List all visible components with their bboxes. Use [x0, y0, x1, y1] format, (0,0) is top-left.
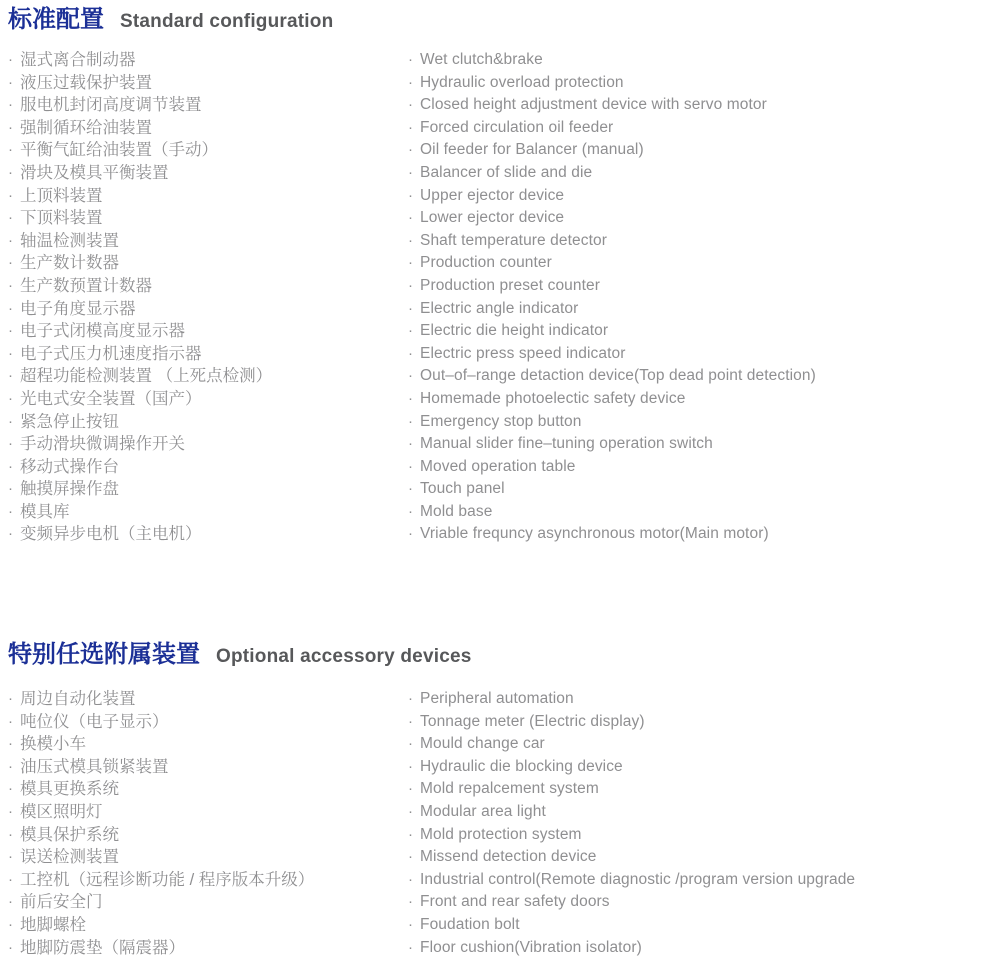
list-item-label: Foudation bolt: [420, 916, 520, 933]
list-item-label: Electric angle indicator: [420, 299, 579, 317]
bullet-icon: ·: [8, 916, 13, 933]
bullet-icon: ·: [8, 322, 13, 340]
list-item-label: 周边自动化装置: [20, 690, 136, 709]
list-item: [408, 711, 1000, 734]
list-item-label: Electric press speed indicator: [420, 344, 626, 362]
chinese-items-column: [8, 49, 408, 546]
list-item: [408, 343, 1000, 366]
list-item-label: 工控机（远程诊断功能 / 程序版本升级）: [20, 870, 315, 889]
bullet-icon: ·: [8, 186, 13, 204]
list-item: [8, 388, 408, 411]
list-item-label: 触摸屏操作盘: [20, 480, 119, 499]
list-item-label: 湿式离合制动器: [20, 51, 136, 69]
bullet-icon: ·: [8, 389, 13, 407]
list-item-label: 模具库: [20, 502, 70, 521]
list-item: [8, 478, 408, 501]
section-optional-accessory-devices: [8, 640, 1000, 959]
list-item-label: 上顶料装置: [20, 186, 103, 205]
list-item-label: Manual slider fine–tuning operation switch: [420, 435, 713, 453]
list-item: [8, 937, 408, 960]
bullet-icon: ·: [408, 186, 413, 204]
list-item: [8, 733, 408, 756]
list-item: [408, 891, 1000, 914]
bullet-icon: ·: [408, 502, 413, 520]
list-item: [408, 801, 1000, 824]
list-item-label: Hydraulic overload protection: [420, 73, 624, 91]
bullet-icon: ·: [408, 893, 413, 911]
list-item: [8, 275, 408, 298]
list-item: [408, 478, 1000, 501]
list-item-label: Touch panel: [420, 480, 505, 498]
bullet-icon: ·: [408, 938, 413, 956]
list-item-label: 换模小车: [20, 735, 86, 754]
list-item-label: Out–of–range detaction device(Top dead point detection): [420, 367, 816, 385]
bullet-icon: ·: [8, 825, 13, 843]
bullet-icon: ·: [408, 299, 413, 317]
list-item-label: Mold repalcement system: [420, 780, 599, 798]
list-item-label: Homemade photoelectic safety device: [420, 389, 686, 407]
list-item: [8, 162, 408, 185]
bullet-icon: ·: [408, 435, 413, 453]
bullet-icon: ·: [8, 163, 13, 181]
list-item-label: Vriable frequncy asynchronous motor(Main motor): [420, 525, 769, 543]
bullet-icon: ·: [408, 141, 413, 159]
list-item: [408, 365, 1000, 388]
list-item: [408, 207, 1000, 230]
list-item-label: 平衡气缸给油装置（手动）: [20, 141, 218, 160]
list-item-label: 变频异步电机（主电机）: [20, 525, 202, 544]
bullet-icon: ·: [8, 848, 13, 866]
bullet-icon: ·: [8, 51, 13, 68]
bullet-icon: ·: [8, 118, 13, 136]
list-item: [8, 320, 408, 343]
list-item: [408, 688, 1000, 711]
list-item: [8, 185, 408, 208]
bullet-icon: ·: [8, 480, 13, 498]
list-item-label: Modular area light: [420, 803, 546, 821]
chinese-items-column: [8, 688, 408, 959]
list-item-label: 模具更换系统: [20, 780, 119, 799]
bullet-icon: ·: [408, 457, 413, 475]
list-item: [8, 252, 408, 275]
list-item: [408, 252, 1000, 275]
bullet-icon: ·: [8, 435, 13, 453]
bullet-icon: ·: [8, 735, 13, 753]
list-item-label: Floor cushion(Vibration isolator): [420, 938, 642, 956]
list-item-label: 服电机封闭高度调节装置: [20, 96, 202, 115]
list-item: [8, 756, 408, 779]
list-item: [408, 733, 1000, 756]
list-item: [408, 523, 1000, 546]
list-item-label: Front and rear safety doors: [420, 893, 610, 911]
list-item-label: Moved operation table: [420, 457, 576, 475]
list-item-label: Mould change car: [420, 735, 545, 753]
bullet-icon: ·: [408, 209, 413, 227]
list-item: [8, 230, 408, 253]
bullet-icon: ·: [8, 712, 13, 730]
list-item: [408, 275, 1000, 298]
list-item-label: 油压式模具锁紧装置: [20, 757, 169, 776]
list-item: [408, 869, 1000, 892]
list-item-label: 前后安全门: [20, 893, 103, 912]
list-item-label: 光电式安全装置（国产）: [20, 389, 202, 408]
list-item: [8, 914, 408, 937]
list-item: [8, 433, 408, 456]
section-title-chinese: 特别任选附属装置: [8, 641, 200, 669]
list-item-label: Lower ejector device: [420, 209, 565, 227]
bullet-icon: ·: [408, 480, 413, 498]
list-item-label: 移动式操作台: [20, 457, 119, 476]
bullet-icon: ·: [8, 525, 13, 543]
bullet-icon: ·: [408, 412, 413, 430]
list-item-label: 电子式闭模高度显示器: [20, 322, 185, 341]
list-item: [408, 937, 1000, 960]
list-item: [408, 49, 1000, 72]
bullet-icon: ·: [8, 299, 13, 317]
list-item-label: 电子角度显示器: [20, 299, 136, 318]
bullet-icon: ·: [8, 938, 13, 956]
bullet-icon: ·: [8, 367, 13, 385]
list-item: [408, 756, 1000, 779]
list-item-label: 电子式压力机速度指示器: [20, 344, 202, 363]
bullet-icon: ·: [408, 690, 413, 708]
list-item-label: Balancer of slide and die: [420, 163, 593, 181]
bullet-icon: ·: [408, 735, 413, 753]
list-item: [408, 388, 1000, 411]
bullet-icon: ·: [8, 141, 13, 159]
list-item-label: 强制循环给油装置: [20, 118, 152, 137]
bullet-icon: ·: [8, 209, 13, 227]
list-item: [408, 846, 1000, 869]
list-item-label: Mold base: [420, 502, 493, 520]
bullet-icon: ·: [8, 893, 13, 911]
list-item: [8, 688, 408, 711]
list-item-label: Emergency stop button: [420, 412, 582, 430]
bullet-icon: ·: [8, 502, 13, 520]
list-item: [8, 72, 408, 95]
list-item-label: Hydraulic die blocking device: [420, 757, 623, 775]
list-item-label: Industrial control(Remote diagnostic /program version upgrade: [420, 870, 856, 888]
list-item: [408, 162, 1000, 185]
section-title-chinese: 标准配置: [8, 6, 104, 33]
list-item-label: 紧急停止按钮: [20, 412, 119, 431]
bullet-icon: ·: [408, 231, 413, 249]
list-item-label: 模区照明灯: [20, 803, 103, 822]
list-item: [8, 846, 408, 869]
list-item-label: 下顶料装置: [20, 209, 103, 228]
list-item: [408, 778, 1000, 801]
list-item: [408, 94, 1000, 117]
list-item: [8, 891, 408, 914]
bullet-icon: ·: [408, 73, 413, 91]
list-item: [8, 365, 408, 388]
list-item-label: Missend detection device: [420, 848, 597, 866]
list-item-label: Electric die height indicator: [420, 322, 609, 340]
list-item-label: 模具保护系统: [20, 825, 119, 844]
list-item: [8, 456, 408, 479]
list-item: [8, 411, 408, 434]
bullet-icon: ·: [408, 848, 413, 866]
list-item: [8, 207, 408, 230]
list-item: [8, 139, 408, 162]
list-item: [8, 711, 408, 734]
bullet-icon: ·: [408, 51, 413, 68]
list-item: [408, 824, 1000, 847]
list-item: [8, 94, 408, 117]
bullet-icon: ·: [8, 457, 13, 475]
list-item: [408, 411, 1000, 434]
bullet-icon: ·: [408, 803, 413, 821]
list-item-label: Production counter: [420, 254, 552, 272]
bullet-icon: ·: [408, 825, 413, 843]
bullet-icon: ·: [408, 276, 413, 294]
list-item: [408, 139, 1000, 162]
list-item-label: 生产数预置计数器: [20, 276, 152, 295]
bullet-icon: ·: [8, 254, 13, 272]
section-standard-configuration: [8, 5, 1000, 546]
bullet-icon: ·: [408, 367, 413, 385]
bullet-icon: ·: [408, 163, 413, 181]
list-item-label: 误送检测装置: [20, 848, 119, 867]
list-item: [408, 72, 1000, 95]
list-item: [8, 778, 408, 801]
bullet-icon: ·: [408, 254, 413, 272]
list-item: [8, 824, 408, 847]
list-item-label: Forced circulation oil feeder: [420, 118, 614, 136]
list-item-label: Production preset counter: [420, 276, 600, 294]
bullet-icon: ·: [408, 757, 413, 775]
list-item: [408, 117, 1000, 140]
list-item-label: 轴温检测装置: [20, 231, 119, 250]
list-item: [8, 49, 408, 72]
bullet-icon: ·: [8, 803, 13, 821]
bullet-icon: ·: [408, 344, 413, 362]
list-item: [408, 185, 1000, 208]
list-item-label: 液压过载保护装置: [20, 73, 152, 92]
list-item: [408, 456, 1000, 479]
list-item-label: 地脚螺栓: [20, 916, 86, 934]
english-items-column: [408, 49, 1000, 546]
section-heading: [8, 5, 1000, 37]
list-item: [8, 523, 408, 546]
bullet-icon: ·: [408, 870, 413, 888]
bullet-icon: ·: [408, 525, 413, 543]
bullet-icon: ·: [408, 389, 413, 407]
bullet-icon: ·: [408, 118, 413, 136]
list-item: [408, 230, 1000, 253]
list-item: [8, 801, 408, 824]
two-column-list: [8, 688, 1000, 959]
bullet-icon: ·: [8, 870, 13, 888]
bullet-icon: ·: [408, 916, 413, 933]
list-item-label: 手动滑块微调操作开关: [20, 435, 185, 454]
list-item: [408, 298, 1000, 321]
bullet-icon: ·: [408, 780, 413, 798]
section-title-english: Standard configuration: [120, 11, 334, 32]
bullet-icon: ·: [8, 231, 13, 249]
list-item-label: 地脚防震垫（隔震器）: [20, 938, 185, 957]
list-item-label: Wet clutch&brake: [420, 51, 543, 68]
list-item: [408, 501, 1000, 524]
list-item: [408, 433, 1000, 456]
list-item: [8, 117, 408, 140]
list-item-label: Tonnage meter (Electric display): [420, 712, 645, 730]
bullet-icon: ·: [408, 712, 413, 730]
bullet-icon: ·: [408, 96, 413, 114]
list-item-label: 滑块及模具平衡装置: [20, 163, 169, 182]
list-item: [8, 298, 408, 321]
bullet-icon: ·: [8, 690, 13, 708]
two-column-list: [8, 49, 1000, 546]
list-item: [408, 914, 1000, 937]
bullet-icon: ·: [8, 73, 13, 91]
section-heading: [8, 640, 1000, 672]
list-item-label: Upper ejector device: [420, 186, 565, 204]
english-items-column: [408, 688, 1000, 959]
list-item-label: 生产数计数器: [20, 254, 119, 273]
list-item-label: Oil feeder for Balancer (manual): [420, 141, 644, 159]
list-item-label: 超程功能检测装置 （上死点检测）: [20, 367, 273, 386]
list-item-label: Mold protection system: [420, 825, 582, 843]
bullet-icon: ·: [8, 276, 13, 294]
bullet-icon: ·: [8, 344, 13, 362]
list-item-label: Shaft temperature detector: [420, 231, 607, 249]
bullet-icon: ·: [408, 322, 413, 340]
list-item: [8, 501, 408, 524]
bullet-icon: ·: [8, 412, 13, 430]
bullet-icon: ·: [8, 96, 13, 114]
list-item: [408, 320, 1000, 343]
list-item: [8, 869, 408, 892]
section-title-english: Optional accessory devices: [216, 646, 472, 668]
list-item-label: 吨位仪（电子显示）: [20, 712, 169, 731]
list-item: [8, 343, 408, 366]
list-item-label: Closed height adjustment device with servo motor: [420, 96, 767, 114]
bullet-icon: ·: [8, 757, 13, 775]
bullet-icon: ·: [8, 780, 13, 798]
list-item-label: Peripheral automation: [420, 690, 574, 708]
